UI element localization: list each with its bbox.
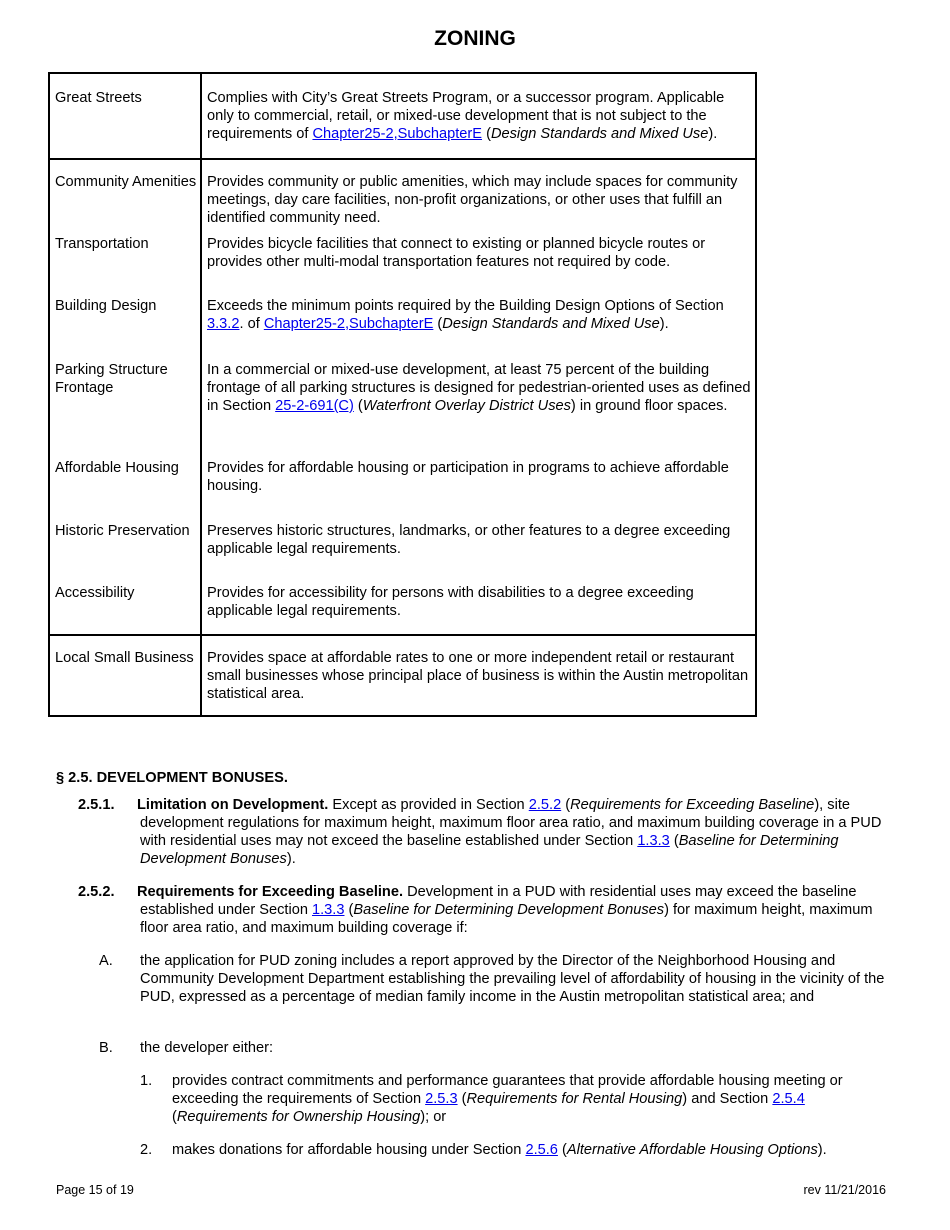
item-letter: A. [99,953,113,969]
table-row [49,235,756,297]
revision-date: rev 11/21/2016 [803,1183,886,1197]
item-b-1 [140,1072,892,1126]
row-label: Accessibility [49,584,201,635]
row-label: Local Small Business [49,635,201,716]
page-number: Page 15 of 19 [56,1183,134,1197]
row-label: Building Design [49,297,201,361]
section-link[interactable]: 3.3.2 [207,316,240,332]
table-row [49,159,756,235]
section-link[interactable]: 25-2-691(C) [275,398,354,414]
row-text: Preserves historic structures, landmarks, or other features to a degree exceeding applicable legal requirements. [201,522,756,584]
item-b [99,1039,889,1057]
row-text: Provides for accessibility for persons with disabilities to a degree exceeding applicable legal requirements. [201,584,756,635]
item-number: 2. [140,1142,153,1158]
chapter-link[interactable]: Chapter25-2,SubchapterE [263,316,434,332]
section-link[interactable]: 2.5.4 [772,1091,805,1107]
row-text: Provides space at affordable rates to one or more independent retail or restaurant small businesses whose principal place of business is within the Austin metropolitan statistical area. [201,635,756,716]
table-row [49,297,756,361]
row-text: Provides bicycle facilities that connect to existing or planned bicycle routes or provides other multi-modal transportation features not required by code. [201,235,756,297]
table-row [49,522,756,584]
item-text: provides contract commitments and performance guarantees that provide affordable housing meeting or exceeding the requirements of Section 2.5.3 (Requirements for Rental Housing) and Section 2.5.4 (Requirements for Ownership Housing); or [172,1073,843,1125]
section-link[interactable]: 1.3.3 [637,833,670,849]
section-link[interactable]: 1.3.3 [312,902,345,918]
subsection-number: 2.5.1. [78,797,115,813]
row-text: In a commercial or mixed-use development, at least 75 percent of the building frontage of all parking structures is designed for pedestrian-oriented uses as defined in Section 25-2-691(C) (Waterfront Overlay District Uses) in ground floor spaces. [201,361,756,459]
row-text: Provides for affordable housing or participation in programs to achieve affordable housing. [201,459,756,522]
table-row [49,361,756,459]
section-heading: § 2.5. DEVELOPMENT BONUSES. [56,770,288,786]
row-label: Parking Structure Frontage [49,361,201,459]
row-label: Affordable Housing [49,459,201,522]
chapter-link[interactable]: Chapter25-2,SubchapterE [312,126,483,142]
row-label: Historic Preservation [49,522,201,584]
item-text: makes donations for affordable housing under Section 2.5.6 (Alternative Affordable Housing Options). [172,1142,827,1158]
item-text: the application for PUD zoning includes a report approved by the Director of the Neighborhood Housing and Community Development Department establishing the prevailing level of affordability of housing in the vicinity of the PUD, expressed as a percentage of median family income in the Austin metropolitan statistical area; and [140,953,885,1005]
subsection-2-5-2 [78,883,878,937]
page-title: ZONING [434,27,516,50]
table-row [49,73,756,159]
row-text: Exceeds the minimum points required by the Building Design Options of Section 3.3.2. of Chapter25-2,SubchapterE (Design Standards and Mixed Use). [201,297,756,361]
item-letter: B. [99,1040,113,1056]
table-row [49,584,756,635]
item-number: 1. [140,1073,153,1089]
table-row [49,459,756,522]
item-text: the developer either: [140,1040,274,1056]
section-link[interactable]: 2.5.3 [425,1091,458,1107]
row-text: Complies with City’s Great Streets Program, or a successor program. Applicable only to commercial, retail, or mixed-use development that is not subject to the requirements of Chapter25-2,SubchapterE (Design Standards and Mixed Use). [201,73,756,159]
section-link[interactable]: 2.5.6 [525,1142,558,1158]
subsection-number: 2.5.2. [78,884,115,900]
row-text: Provides community or public amenities, which may include spaces for community meetings, day care facilities, non-profit organizations, or other uses that fulfill an identified community need. [201,159,756,235]
subsection-2-5-1 [78,796,898,868]
item-b-2 [140,1141,930,1159]
item-a [99,952,889,1006]
table-row [49,635,756,716]
row-label: Transportation [49,235,201,297]
row-label: Community Amenities [49,159,201,235]
criteria-table [48,72,757,717]
section-link[interactable]: 2.5.2 [528,797,562,813]
subsection-text: Requirements for Exceeding Baseline. Development in a PUD with residential uses may exceed the baseline established under Section 1.3.3 (Baseline for Determining Development Bonuses) for maximum height, maximum floor area ratio, and maximum building coverage if: [137,884,873,936]
subsection-text: Limitation on Development. Except as provided in Section 2.5.2 (Requirements for Exceeding Baseline), site development regulations for maximum height, maximum floor area ratio, and maximum building coverage in a PUD with residential uses may not exceed the baseline established under Section 1.3.3 (Baseline for Determining Development Bonuses). [137,797,882,867]
row-label: Great Streets [49,73,201,159]
